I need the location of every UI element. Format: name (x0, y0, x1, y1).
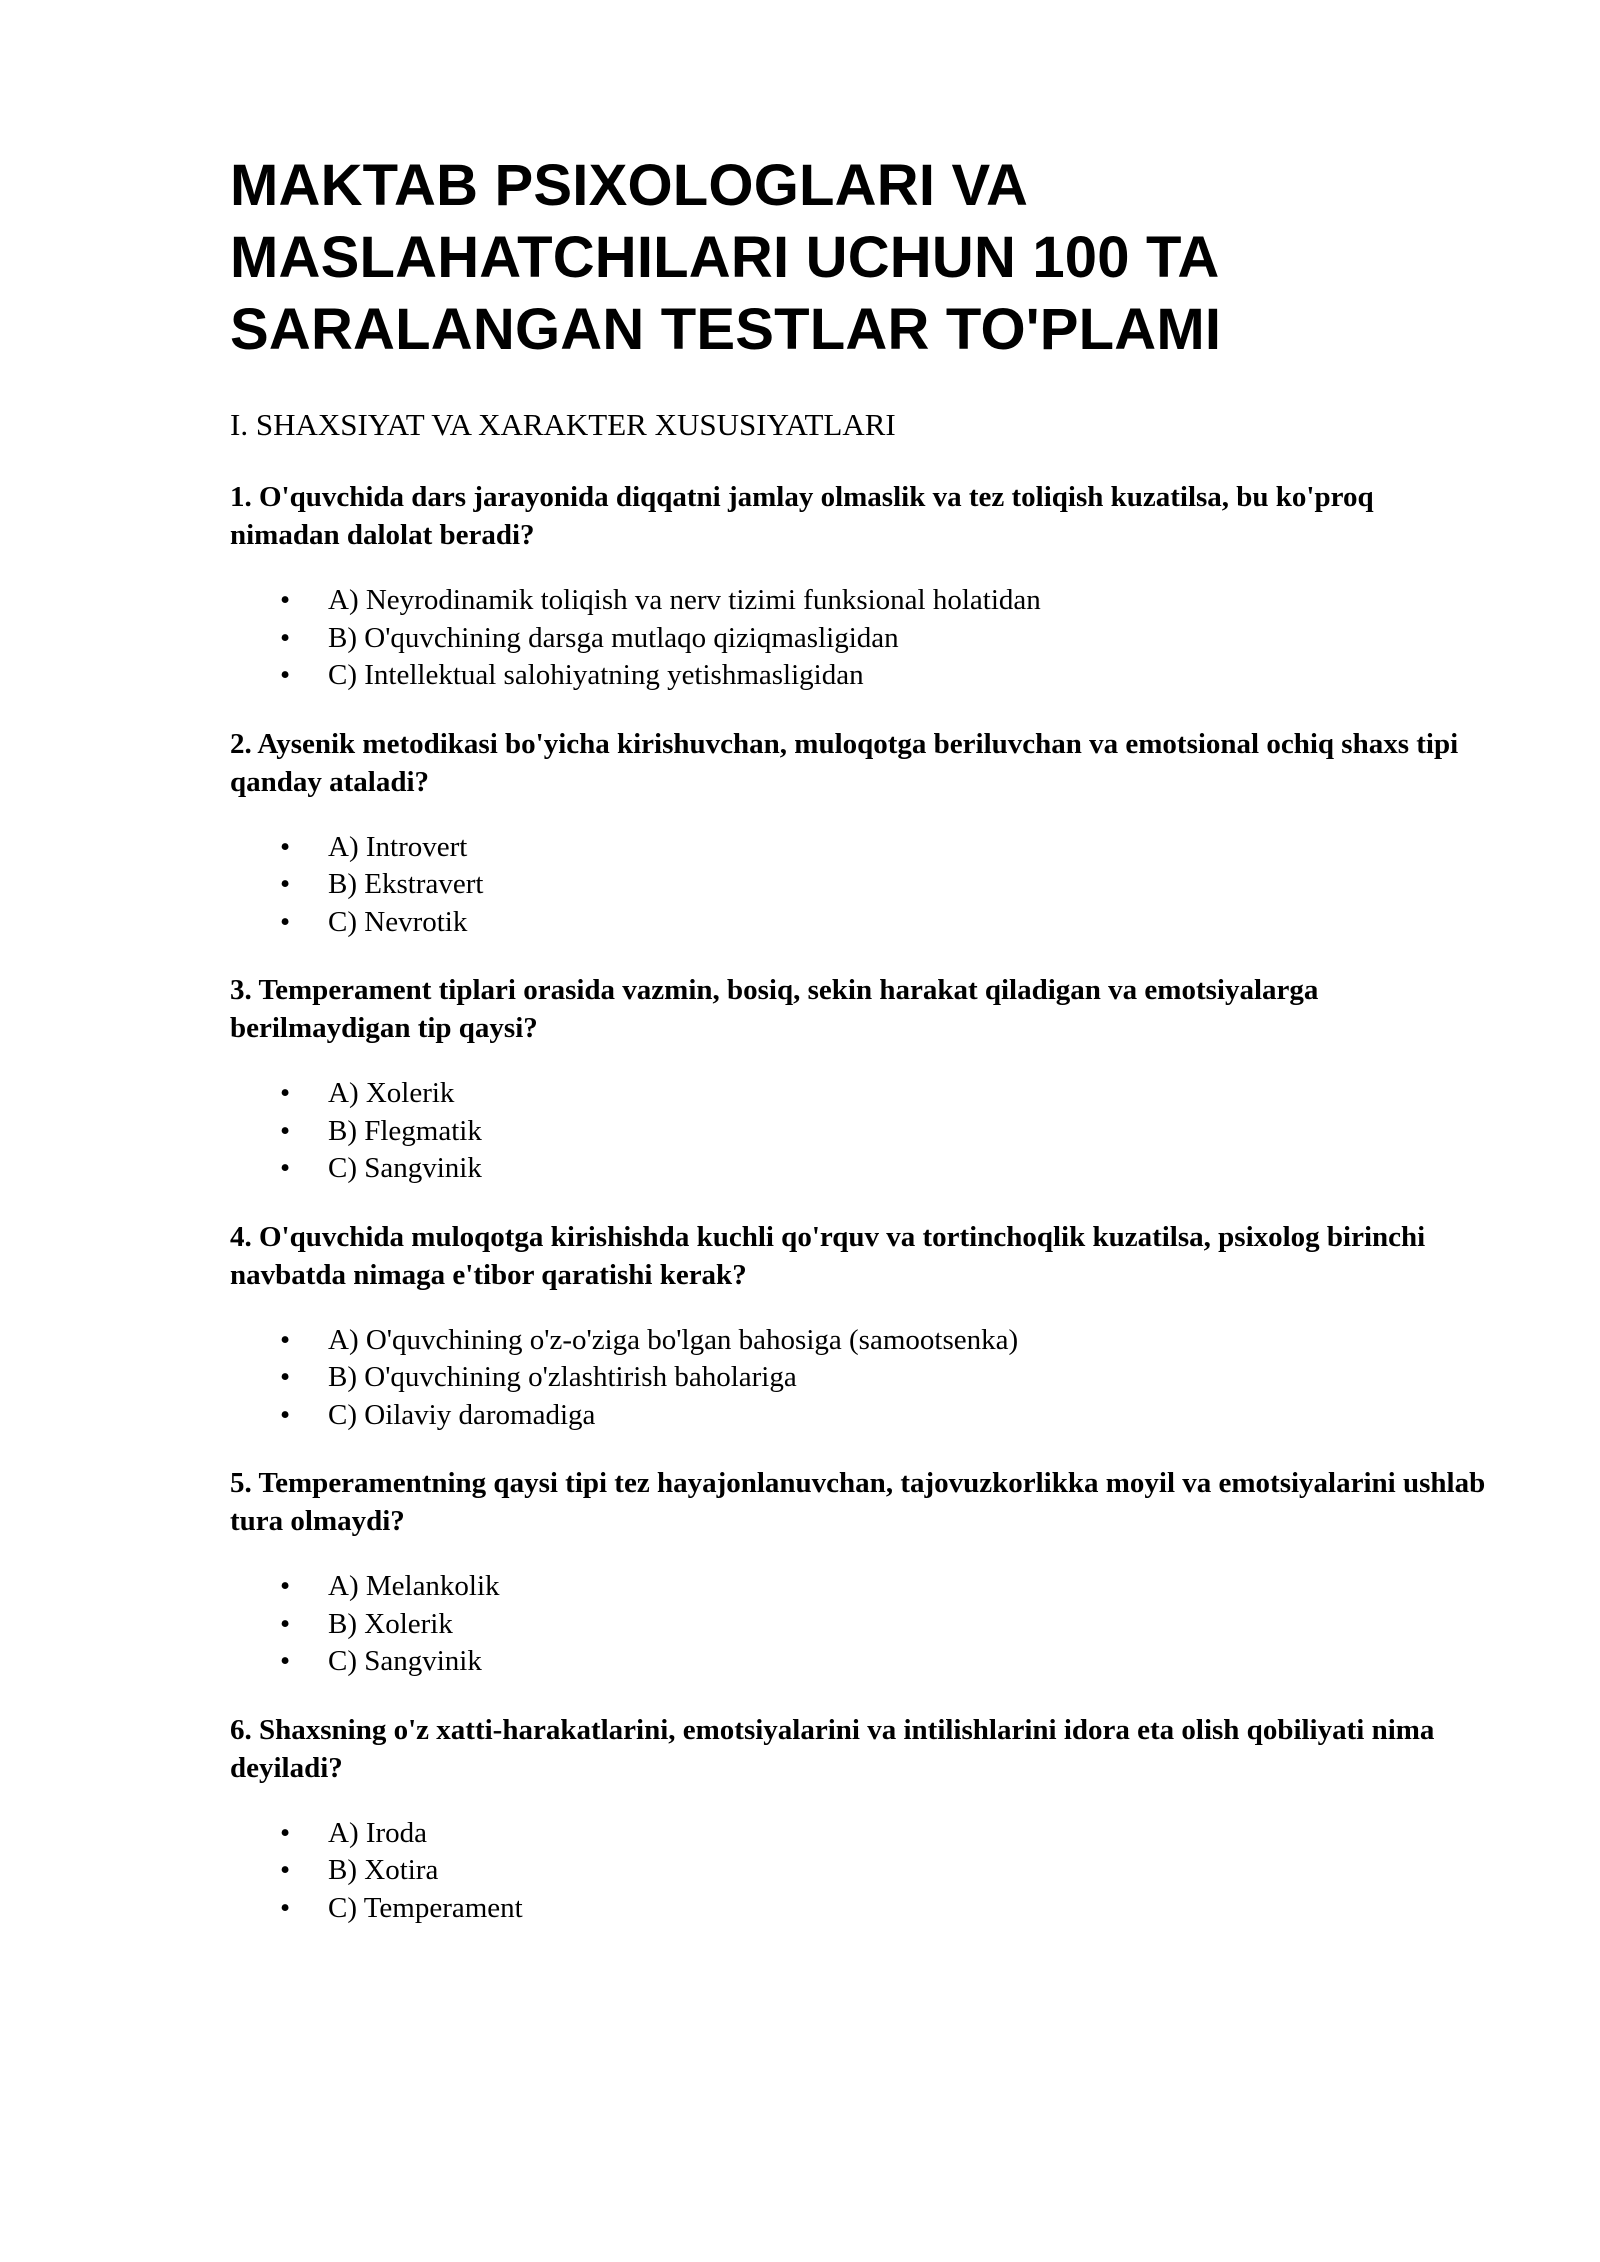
answer-option-label: A) Iroda (328, 1816, 428, 1849)
bullet-icon: • (280, 1398, 291, 1431)
answer-option (230, 866, 1490, 904)
answer-option (230, 582, 1490, 620)
bullet-icon: • (280, 1607, 291, 1640)
answer-option-label: C) Intellektual salohiyatning yetishmasligidan (328, 659, 864, 691)
section-heading: I. SHAXSIYAT VA XARAKTER XUSUSIYATLARI (230, 407, 896, 442)
question-text: 4. O'quvchida muloqotga kirishishda kuchli qo'rquv va tortinchoqlik kuzatilsa, psixolog birinchi navbatda nimaga e'tibor qaratishi kerak? (230, 1220, 1426, 1291)
answer-option (230, 1150, 1490, 1188)
answer-option (230, 1322, 1490, 1360)
bullet-icon: • (280, 1077, 291, 1109)
answer-option-label: A) O'quvchining o'z-o'ziga bo'lgan bahosiga (samootsenka) (328, 1323, 1019, 1356)
answer-options (230, 829, 1490, 942)
bullet-icon: • (280, 1114, 291, 1147)
answer-option-label: B) O'quvchining darsga mutlaqo qiziqmasligidan (328, 621, 899, 654)
question-item (230, 1464, 1490, 1681)
bullet-icon: • (280, 1570, 291, 1602)
answer-option-label: A) Introvert (328, 830, 468, 863)
answer-option-label: B) Xotira (328, 1854, 439, 1886)
answer-option (230, 1568, 1490, 1606)
answer-option (230, 1815, 1490, 1853)
bullet-icon: • (280, 1152, 291, 1184)
bullet-icon: • (280, 1816, 291, 1849)
question-text: 5. Temperamentning qaysi tipi tez hayajonlanuvchan, tajovuzkorlikka moyil va emotsiyalarini ushlab tura olmaydi? (230, 1467, 1486, 1537)
bullet-icon: • (280, 868, 291, 900)
answer-option (230, 657, 1490, 695)
answer-option (230, 1852, 1490, 1890)
answer-option-label: C) Oilaviy daromadiga (328, 1398, 596, 1431)
question-item (230, 478, 1490, 695)
answer-option (230, 1397, 1490, 1435)
answer-options (230, 1815, 1490, 1928)
bullet-icon: • (280, 1891, 291, 1924)
question-text: 2. Aysenik metodikasi bo'yicha kirishuvchan, muloqotga beriluvchan va emotsional ochiq shaxs tipi qanday ataladi? (230, 727, 1459, 798)
bullet-icon: • (280, 584, 291, 616)
answer-option (230, 620, 1490, 658)
document-page (230, 150, 1490, 1957)
document-title: MAKTAB PSIXOLOGLARI VA MASLAHATCHILARI UCHUN 100 TA SARALANGAN TESTLAR TO'PLAMI (230, 153, 1222, 362)
question-text: 3. Temperament tiplari orasida vazmin, bosiq, sekin harakat qiladigan va emotsiyalarga berilmaydigan tip qaysi? (230, 974, 1319, 1044)
answer-option-label: C) Temperament (328, 1891, 523, 1924)
answer-options (230, 1322, 1490, 1435)
bullet-icon: • (280, 1854, 291, 1886)
answer-option-label: B) Xolerik (328, 1607, 453, 1640)
answer-option-label: A) Xolerik (328, 1077, 455, 1109)
answer-option (230, 1606, 1490, 1644)
answer-option-label: B) Ekstravert (328, 868, 484, 900)
answer-option (230, 1113, 1490, 1151)
answer-option-label: B) Flegmatik (328, 1114, 482, 1147)
answer-option-label: C) Nevrotik (328, 905, 468, 938)
question-item (230, 1711, 1490, 1928)
question-text: 1. O'quvchida dars jarayonida diqqatni jamlay olmaslik va tez toliqish kuzatilsa, bu ko'proq nimadan dalolat beradi? (230, 481, 1374, 551)
answer-option (230, 829, 1490, 867)
answer-option (230, 1643, 1490, 1681)
bullet-icon: • (280, 1645, 291, 1677)
bullet-icon: • (280, 905, 291, 938)
answer-option-label: B) O'quvchining o'zlashtirish baholariga (328, 1361, 797, 1393)
bullet-icon: • (280, 1323, 291, 1356)
bullet-icon: • (280, 659, 291, 691)
answer-option (230, 1075, 1490, 1113)
bullet-icon: • (280, 830, 291, 863)
answer-options (230, 582, 1490, 695)
answer-option-label: C) Sangvinik (328, 1645, 482, 1677)
question-text: 6. Shaxsning o'z xatti-harakatlarini, emotsiyalarini va intilishlarini idora eta olish qobiliyati nima deyiladi? (230, 1713, 1435, 1784)
bullet-icon: • (280, 1361, 291, 1393)
answer-options (230, 1075, 1490, 1188)
question-item (230, 725, 1490, 942)
answer-option-label: C) Sangvinik (328, 1152, 482, 1184)
answer-option-label: A) Melankolik (328, 1570, 500, 1602)
question-item (230, 1218, 1490, 1435)
answer-option (230, 1359, 1490, 1397)
bullet-icon: • (280, 621, 291, 654)
answer-option (230, 904, 1490, 942)
answer-option (230, 1890, 1490, 1928)
question-item (230, 971, 1490, 1188)
answer-options (230, 1568, 1490, 1681)
answer-option-label: A) Neyrodinamik toliqish va nerv tizimi funksional holatidan (328, 584, 1041, 616)
